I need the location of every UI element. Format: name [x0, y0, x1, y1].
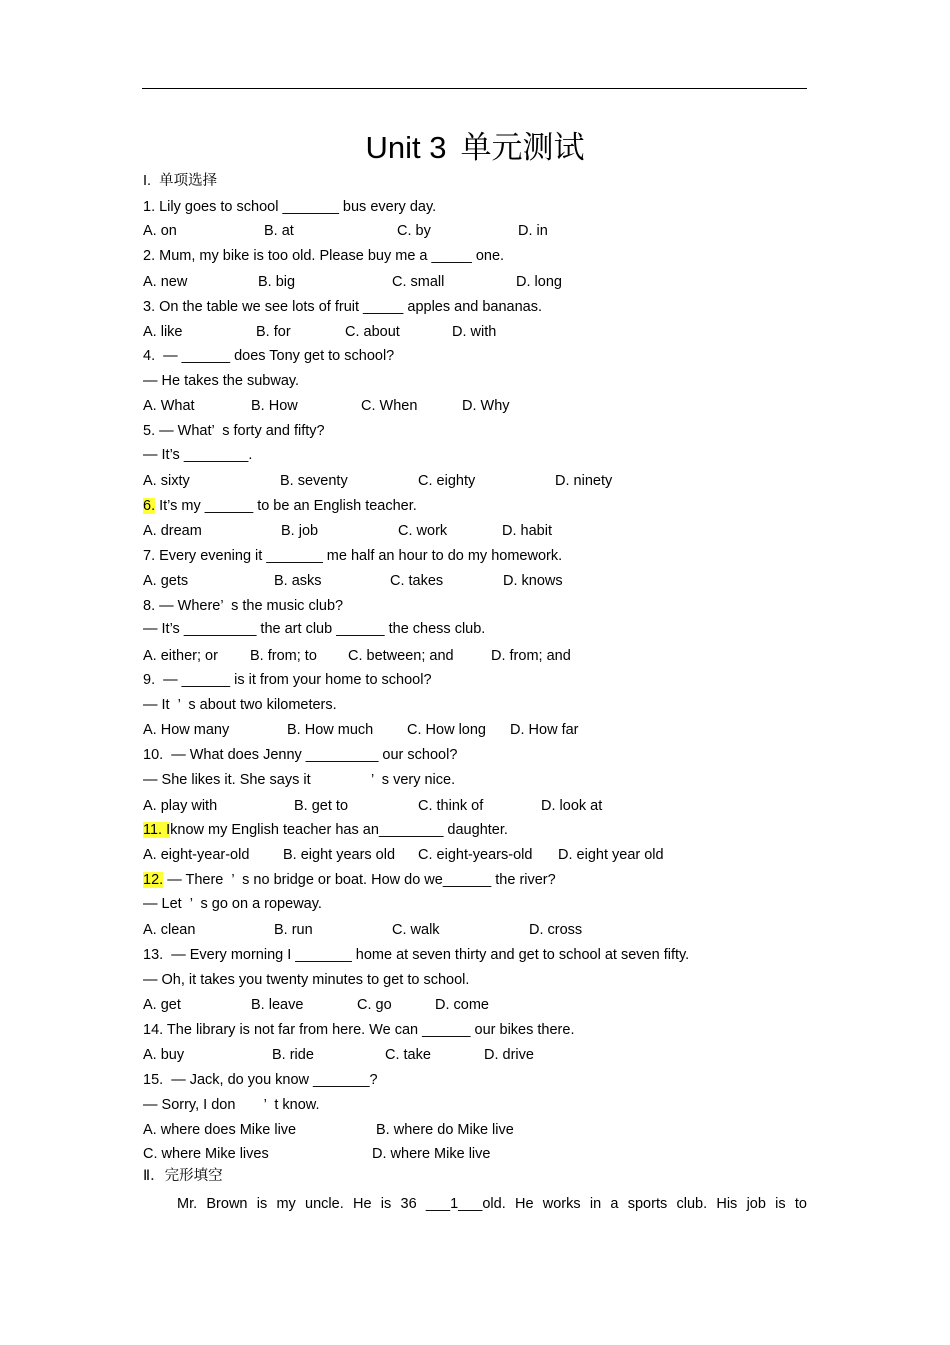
question-text: 14. The library is not far from here. We can ______ our bikes there. — [143, 1022, 575, 1038]
question-text: 7. Every evening it _______ me half an hour to do my homework. — [143, 548, 563, 564]
answer-option: C. takes — [390, 573, 444, 589]
answer-option: B. get to — [294, 798, 349, 814]
answer-option: D. from; and — [491, 648, 571, 664]
answer-option: B. How — [251, 398, 298, 414]
question-stem — [143, 297, 542, 317]
question-text: — Let ’ s go on a ropeway. — [143, 896, 322, 912]
answer-option: C. walk — [392, 922, 440, 938]
question-dialogue-line — [143, 371, 299, 391]
answer-option: B. ride — [272, 1047, 314, 1063]
question-text: 13. — Every morning I _______ home at seven thirty and get to school at seven fifty. — [143, 947, 690, 963]
answer-option: B. where do Mike live — [376, 1122, 514, 1138]
question-text: know my English teacher has an________ daughter. — [170, 822, 508, 838]
answer-option: C. work — [398, 523, 448, 539]
question-dialogue-line — [143, 894, 322, 914]
highlighted-number: 6. — [143, 498, 156, 514]
question-text: 8. — Where’ s the music club? — [143, 598, 344, 614]
answer-option: A. where does Mike live — [143, 1122, 297, 1138]
answer-option: D. come — [435, 997, 489, 1013]
question-stem — [143, 745, 457, 765]
answer-option: A. new — [143, 274, 188, 290]
question-text: — Sorry, I don ’ t know. — [143, 1097, 320, 1113]
answer-option: D. knows — [503, 573, 563, 589]
question-stem — [143, 596, 343, 616]
answer-option: C. small — [392, 274, 445, 290]
question-stem — [143, 1020, 574, 1040]
answer-option: B. big — [258, 274, 296, 290]
question-text: It’s my ______ to be an English teacher. — [155, 498, 417, 514]
question-stem — [143, 945, 689, 965]
question-dialogue-line — [143, 619, 485, 639]
answer-option: D. Why — [462, 398, 510, 414]
answer-option: C. go — [357, 997, 392, 1013]
answer-option: A. buy — [143, 1047, 185, 1063]
question-text: 3. On the table we see lots of fruit _____ apples and bananas. — [143, 299, 543, 315]
question-text: — He takes the subway. — [143, 373, 300, 389]
answer-option: C. How long — [407, 722, 486, 738]
question-dialogue-line — [143, 970, 469, 990]
answer-option: C. by — [397, 223, 431, 239]
answer-option: D. in — [518, 223, 548, 239]
section-heading-2: Ⅱ．完形填空 — [143, 1168, 223, 1184]
answer-option: C. where Mike lives — [143, 1146, 269, 1162]
answer-option: D. where Mike live — [372, 1146, 491, 1162]
answer-option: D. habit — [502, 523, 552, 539]
page-title — [0, 128, 950, 168]
question-text: — It’s _________ the art club ______ the chess club. — [143, 621, 486, 637]
answer-option: A. clean — [143, 922, 196, 938]
answer-option: C. think of — [418, 798, 484, 814]
title-cn: 单元测试 — [460, 130, 585, 166]
question-dialogue-line — [143, 445, 252, 465]
answer-option: B. seventy — [280, 473, 348, 489]
answer-option: B. at — [264, 223, 294, 239]
question-stem — [143, 870, 556, 890]
answer-option: D. drive — [484, 1047, 534, 1063]
cloze-paragraph: Mr. Brown is my uncle. He is 36 ___1___old. He works in a sports club. His job is to — [177, 1196, 807, 1212]
answer-option: A. dream — [143, 523, 202, 539]
question-stem — [143, 246, 504, 266]
answer-option: C. When — [361, 398, 418, 414]
question-text: 5. — What’ s forty and fifty? — [143, 423, 325, 439]
question-stem — [143, 421, 325, 441]
highlighted-number: 11. I — [143, 822, 171, 838]
question-stem — [143, 346, 394, 366]
title-en: Unit 3 — [365, 130, 447, 165]
answer-option: D. How far — [510, 722, 579, 738]
answer-option: A. like — [143, 324, 183, 340]
answer-option: B. run — [274, 922, 313, 938]
answer-option: D. eight year old — [558, 847, 664, 863]
question-dialogue-line — [143, 695, 337, 715]
question-text: 9. — ______ is it from your home to school? — [143, 672, 432, 688]
question-stem — [143, 197, 436, 217]
answer-option: A. play with — [143, 798, 218, 814]
answer-option: A. gets — [143, 573, 189, 589]
answer-option: B. for — [256, 324, 291, 340]
header-rule — [142, 88, 807, 89]
answer-option: D. ninety — [555, 473, 613, 489]
answer-option: B. job — [281, 523, 319, 539]
question-text: 4. — ______ does Tony get to school? — [143, 348, 395, 364]
question-text: 1. Lily goes to school _______ bus every day. — [143, 199, 437, 215]
answer-option: C. eighty — [418, 473, 476, 489]
answer-option: D. cross — [529, 922, 583, 938]
question-text: 15. — Jack, do you know _______? — [143, 1072, 378, 1088]
answer-option: A. What — [143, 398, 195, 414]
answer-option: A. either; or — [143, 648, 218, 664]
question-text: — It’s ________. — [143, 447, 253, 463]
question-stem — [143, 1070, 378, 1090]
answer-option: B. from; to — [250, 648, 317, 664]
highlighted-number: 12. — [143, 872, 164, 888]
answer-option: A. sixty — [143, 473, 190, 489]
section-heading-1: I. 单项选择 — [143, 173, 218, 189]
answer-option: A. eight-year-old — [143, 847, 250, 863]
answer-option: D. with — [452, 324, 497, 340]
answer-option: B. eight years old — [283, 847, 396, 863]
answer-option: C. about — [345, 324, 400, 340]
question-text: 2. Mum, my bike is too old. Please buy me a _____ one. — [143, 248, 505, 264]
answer-option: C. take — [385, 1047, 431, 1063]
question-text: — There ’ s no bridge or boat. How do we______ the river? — [163, 872, 556, 888]
answer-option: D. look at — [541, 798, 603, 814]
question-text: 10. — What does Jenny _________ our school? — [143, 747, 458, 763]
answer-option: B. asks — [274, 573, 322, 589]
question-dialogue-line — [143, 770, 455, 790]
answer-option: A. on — [143, 223, 177, 239]
answer-option: C. between; and — [348, 648, 454, 664]
answer-option: B. leave — [251, 997, 304, 1013]
question-stem — [143, 546, 562, 566]
question-text: — It ’ s about two kilometers. — [143, 697, 337, 713]
answer-option: A. How many — [143, 722, 230, 738]
answer-option: D. long — [516, 274, 562, 290]
question-text: — Oh, it takes you twenty minutes to get to school. — [143, 972, 470, 988]
answer-option: A. get — [143, 997, 181, 1013]
question-stem — [143, 670, 432, 690]
question-stem — [143, 820, 508, 840]
question-text: — She likes it. She says it ’ s very nice. — [143, 772, 456, 788]
answer-option: C. eight-years-old — [418, 847, 533, 863]
question-dialogue-line — [143, 1095, 319, 1115]
question-stem — [143, 496, 417, 516]
answer-option: B. How much — [287, 722, 374, 738]
